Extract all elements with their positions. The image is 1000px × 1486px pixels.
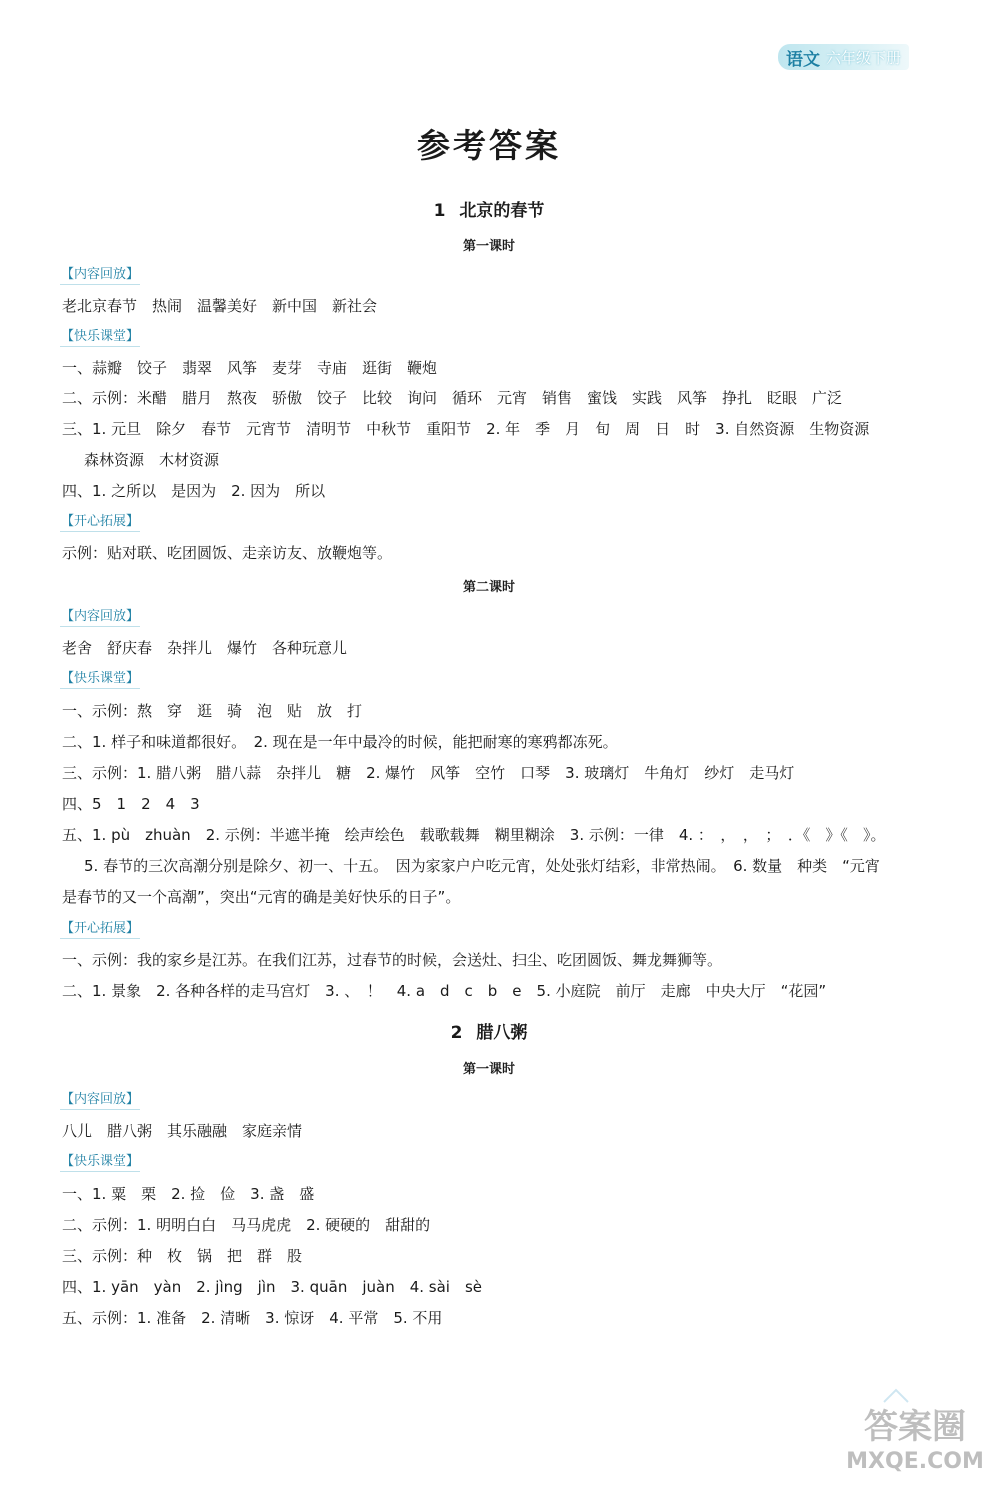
section-extension: 【开心拓展】 — [60, 513, 140, 532]
watermark-url: MXQE.COM — [846, 1449, 984, 1474]
answer-line: 老北京春节 热闹 温馨美好 新中国 新社会 — [62, 297, 378, 315]
watermark-chars: 答案圈 — [864, 1407, 966, 1447]
lesson-1-period-1: 第一课时 — [462, 239, 515, 254]
answer-line: 三、1. 元旦 除夕 春节 元宵节 清明节 中秋节 重阳节 2. 年 季 月 旬 周 日 时 3. 自然资源 生物资源 — [62, 420, 870, 438]
header-subject: 语文 — [786, 49, 820, 70]
answer-line: 五、示例：1. 准备 2. 清晰 3. 惊讶 4. 平常 5. 不用 — [62, 1309, 443, 1327]
answer-line: 二、示例：米醋 腊月 熬夜 骄傲 饺子 比较 询问 循环 元宵 销售 蜜饯 实践 风筝 挣扎 眨眼 广泛 — [62, 389, 843, 407]
answer-line: 示例：贴对联、吃团圆饭、走亲访友、放鞭炮等。 — [62, 544, 393, 562]
answer-line: 森林资源 木材资源 — [84, 451, 220, 469]
lesson-name: 北京的春节 — [459, 201, 545, 221]
section-classroom: 【快乐课堂】 — [60, 328, 140, 347]
lesson-1-title — [0, 196, 978, 221]
book-header-tag — [778, 44, 909, 70]
answer-line: 五、1. pù zhuàn 2. 示例：半遮半掩 绘声绘色 载歌载舞 糊里糊涂 3. 示例：一律 4. ： ， ， ； ．《 》《 》。 — [62, 826, 886, 844]
answer-line: 三、示例：种 枚 锅 把 群 股 — [62, 1247, 303, 1265]
answer-line: 是春节的又一个高潮”，突出“元宵的确是美好快乐的日子”。 — [62, 888, 461, 906]
answer-line: 八儿 腊八粥 其乐融融 家庭亲情 — [62, 1122, 303, 1140]
answer-line: 一、1. 粟 栗 2. 捡 俭 3. 盏 盛 — [62, 1185, 315, 1203]
section-review: 【内容回放】 — [60, 1091, 140, 1110]
lesson-number: 2 — [450, 1023, 463, 1043]
answer-line: 四、1. 之所以 是因为 2. 因为 所以 — [62, 482, 326, 500]
answer-line: 一、示例：我的家乡是江苏。在我们江苏，过春节的时候，会送灶、扫尘、吃团圆饭、舞龙舞狮等。 — [62, 951, 723, 969]
answer-line: 二、1. 景象 2. 各种各样的走马宫灯 3. 、 ！ 4. a d c b e 5. 小庭院 前厅 走廊 中央大厅 “花园” — [62, 982, 827, 1000]
answer-line: 三、示例：1. 腊八粥 腊八蒜 杂拌儿 糖 2. 爆竹 风筝 空竹 口琴 3. 玻璃灯 牛角灯 纱灯 走马灯 — [62, 764, 795, 782]
lesson-2-period-1: 第一课时 — [462, 1062, 515, 1077]
lesson-number: 1 — [433, 201, 446, 221]
answer-line: 二、示例：1. 明明白白 马马虎虎 2. 硬硬的 甜甜的 — [62, 1216, 431, 1234]
answer-line: 二、1. 样子和味道都很好。 2. 现在是一年中最冷的时候，能把耐寒的寒鸦都冻死。 — [62, 733, 618, 751]
section-review: 【内容回放】 — [60, 608, 140, 627]
section-review: 【内容回放】 — [60, 266, 140, 285]
lesson-name: 腊八粥 — [476, 1023, 528, 1043]
answer-line: 四、1. yān yàn 2. jìng jìn 3. quān juàn 4. sài sè — [62, 1278, 482, 1296]
answer-line: 5. 春节的三次高潮分别是除夕、初一、十五。 因为家家户户吃元宵，处处张灯结彩，非常热闹。 6. 数量 种类 “元宵 — [84, 857, 880, 875]
section-classroom: 【快乐课堂】 — [60, 1153, 140, 1172]
lesson-2-title — [0, 1018, 978, 1043]
page-title: 参考答案 — [417, 126, 561, 165]
answer-line: 一、蒜瓣 饺子 翡翠 风筝 麦芽 寺庙 逛街 鞭炮 — [62, 359, 438, 377]
header-grade: 六年级下册 — [826, 48, 902, 67]
watermark-logo — [840, 1380, 990, 1476]
section-extension: 【开心拓展】 — [60, 920, 140, 939]
answer-line: 四、5 1 2 4 3 — [62, 795, 200, 813]
lesson-1-period-2: 第二课时 — [462, 580, 515, 595]
section-classroom: 【快乐课堂】 — [60, 670, 140, 689]
answer-line: 老舍 舒庆春 杂拌儿 爆竹 各种玩意儿 — [62, 639, 348, 657]
answer-line: 一、示例：熬 穿 逛 骑 泡 贴 放 打 — [62, 702, 363, 720]
